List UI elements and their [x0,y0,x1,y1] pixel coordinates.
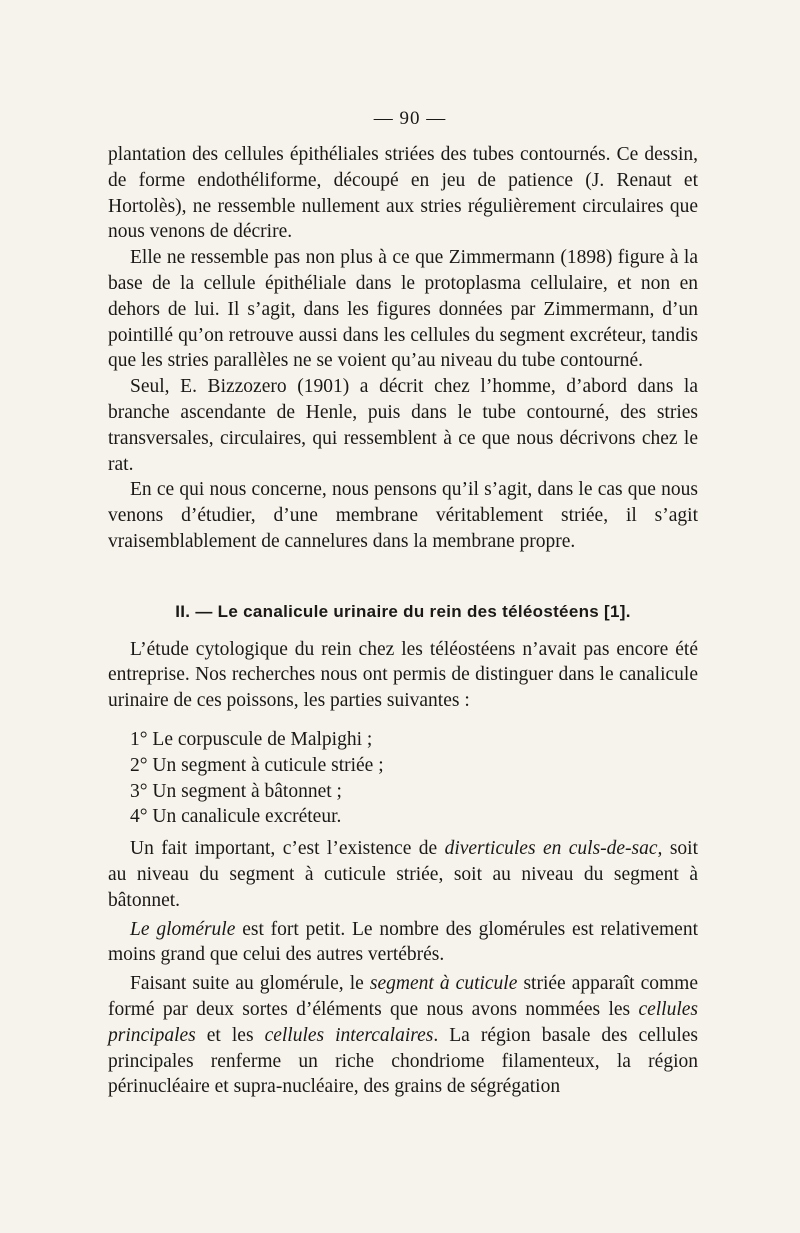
parts-list [130,727,698,830]
page-number: — 90 — [373,108,447,129]
text-run: Un fait important, c’est l’existence de [130,838,445,860]
body-text [108,142,698,1100]
text-run: soit au niveau du segment à cuticule striée, soit au niveau du segment à bâtonnet. [108,838,698,911]
paragraph-diverticules [108,836,698,913]
paragraph-continuation: plantation des cellules épithéliales striées des tubes contournés. Ce dessin, de forme endothéliforme, découpé en jeu de patience (J. Renaut et Hortolès), ne ressemble nullement aux stries régulièrement circulaires que nous venons de décrire. [108,144,698,243]
paragraph-segment [108,971,698,1100]
paragraph-glomerule [108,917,698,969]
list-item: 2° Un segment à cuticule striée ; [130,754,384,776]
italic-term: diverticules en culs-de-sac, [444,838,663,860]
list-item: 1° Le corpuscule de Malpighi ; [130,728,373,750]
section-heading: II. — Le canalicule urinaire du rein des téléostéens [1]. [175,601,631,621]
list-item: 4° Un canalicule excréteur. [130,806,342,828]
paragraph-bizzozero: Seul, E. Bizzozero (1901) a décrit chez l’homme, d’abord dans la branche ascendante de Henle, puis dans le tube contourné, des stries transversales, circulaires, qui ressemblent à ce que nous décrivons chez le rat. [108,376,698,475]
text-run: et les [195,1024,265,1046]
paragraph-intro: L’étude cytologique du rein chez les téléostéens n’avait pas encore été entreprise. Nos recherches nous ont permis de distinguer dans le canalicule urinaire de ces poissons, les parties suivantes : [108,638,698,712]
text-run: striée apparaît comme formé par deux sortes d’éléments que nous avons nommées les [108,973,698,1020]
italic-term: segment à cuticule [369,973,518,995]
paragraph-zimmermann: Elle ne ressemble pas non plus à ce que Zimmermann (1898) figure à la base de la cellule épithéliale dans le protoplasma cellulaire, et non en dehors de lui. Il s’agit, dans les figures données par Zimmermann, d’un pointillé qu’on retrouve aussi dans les cellules du segment excréteur, tandis que les stries parallèles ne se voient qu’au niveau du tube contourné. [108,247,698,372]
list-item: 3° Un segment à bâtonnet ; [130,780,342,802]
paragraph-conclusion: En ce qui nous concerne, nous pensons qu’il s’agit, dans le cas que nous venons d’étudier, d’une membrane véritablement striée, il s’agit vraisemblablement de cannelures dans la membrane propre. [108,479,698,552]
italic-term: cellules intercalaires [264,1024,434,1046]
text-run: est fort petit. Le nombre des glomérules est relativement moins grand que celui des autres vertébrés. [108,918,698,966]
text-run: Faisant suite au glomérule, le [130,973,370,995]
text-run: . La région basale des cellules principales renferme un riche chondriome filamenteux, la région périnucléaire et supra-nucléaire, des grains de ségrégation [108,1024,699,1098]
italic-term: Le glomérule [130,918,236,940]
italic-term: cellules principales [108,998,698,1046]
